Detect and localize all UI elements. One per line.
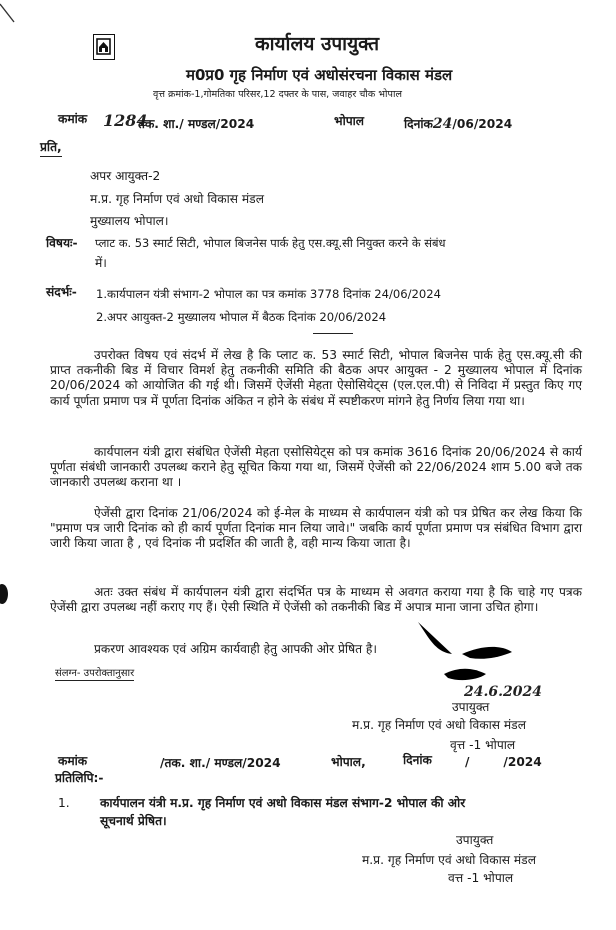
section-divider <box>313 333 353 334</box>
body-paragraph-2 <box>50 445 582 491</box>
body-paragraph-5-text: प्रकरण आवश्यक एवं अग्रिम कार्यवाही हेतु आपकी ओर प्रेषित है। <box>94 642 378 656</box>
signature-2-org: म.प्र. गृह निर्माण एवं अधो विकास मंडल <box>362 853 536 867</box>
signature-2-title: उपायुक्त <box>456 833 494 847</box>
reference-line-2: 2.अपर आयुक्त-2 मुख्यालय भोपाल में बैठक दिनांक 20/06/2024 <box>96 310 387 324</box>
body-paragraph-4-text: अतः उक्त संबंध में कार्यपालन यंत्री द्वारा संदर्भित पत्र के माध्यम से अवगत कराया गया है कि चाहे गए पत्रक ऐजेंसी द्वारा उपलब्ध नहीं कराए गए हैं। ऐसी स्थिति में ऐजेंसी को तकनीकी बिड में अपात्र माना जाना उचित होगा। <box>50 585 582 615</box>
office-title: कार्यालय उपायुक्त <box>255 33 380 55</box>
body-paragraph-3 <box>50 506 582 552</box>
recipient-line-1: अपर आयुक्त-2 <box>90 169 161 183</box>
copy-to-line-1: कार्यपालन यंत्री म.प्र. गृह निर्माण एवं अधो विकास मंडल संभाग-2 भोपाल की ओर <box>100 796 466 810</box>
copy-to-number: 1. <box>58 796 70 810</box>
org-name: म0प्र0 गृह निर्माण एवं अधोसंरचना विकास मंडल <box>186 66 453 84</box>
ref-date-rest: /06/2024 <box>452 117 513 131</box>
page-corner-mark <box>0 0 24 30</box>
copy-ref-city: भोपाल, <box>331 755 366 769</box>
signature-2-circle: वत्त -1 भोपाल <box>448 871 514 885</box>
signature-1-date-handwritten: 24.6.2024 <box>464 684 542 700</box>
body-paragraph-3-text: ऐजेंसी द्वारा दिनांक 21/06/2024 को ई-मेल के माध्यम से कार्यपालन यंत्री को पत्र प्रेषित कर लेख किया कि "प्रमाण पत्र जारी दिनांक को ही कार्य पूर्णता दिनांक मान लिया जावे।" जबकि कार्य पूर्णता प्रमाण पत्र संबंधित विभाग द्वारा जारी किया जाता है , एवं दिनांक नी प्रदर्शित की जाती है, वही मान्य किया जाता है। <box>50 506 582 551</box>
signature-1-circle: वृत्त -1 भोपाल <box>450 738 516 752</box>
copy-to-label: प्रतिलिपि:- <box>55 771 104 785</box>
body-paragraph-2-text: कार्यपालन यंत्री द्वारा संबंधित ऐजेंसी मेहता एसोसियेट्स को पत्र कमांक 3616 दिनांक 20/06/2024 से कार्य पूर्णता संबंधी जानकारी उपलब्ध कराने हेतु सूचित किया गया था, जिसमें ऐजेंसी को 22/06/2024 शाम 5.00 बजे तक जानकारी उपलब्ध कराना था । <box>50 445 582 490</box>
recipient-line-2: म.प्र. गृह निर्माण एवं अधो विकास मंडल <box>90 192 264 206</box>
body-paragraph-1-text: उपरोक्त विषय एवं संदर्भ में लेख है कि प्लाट क. 53 स्मार्ट सिटी, भोपाल बिजनेस पार्क हेतु एस.क्यू.सी की प्राप्त तकनीकी बिड में विचार विमर्श हेतु तकनीकी समिति की बैठक अपर आयुक्त - 2 मुख्यालय भोपाल में दिनांक 20/06/2024 को आयोजित की गई थी। जिसमें ऐजेंसी मेहता ऐसोसियेट्स (एल.एल.पी) से निविदा में प्रस्तुत किए गए कार्य पूर्णता प्रमाण पत्र में पूर्णता दिनांक अंकित न होने के संबंध में स्पष्टीकरण मांगने हेतु निर्णय लिया गया था। <box>50 348 582 408</box>
subject-label: विषयः- <box>46 236 78 250</box>
copy-to-line-2: सूचनार्थ प्रेषित। <box>100 814 167 828</box>
recipient-line-3: मुख्यालय भोपाल। <box>90 214 169 228</box>
body-paragraph-4 <box>50 585 582 615</box>
ref-date <box>404 117 512 132</box>
ref-date-handwritten-day: 24 <box>432 116 453 132</box>
enclosure-note: संलग्न- उपरोक्तानुसार <box>55 665 134 681</box>
copy-ref-code: /तक. शा./ मण्डल/2024 <box>160 756 281 770</box>
body-paragraph-1 <box>50 348 582 409</box>
office-address: वृत्त क्रमांक-1,गोमतिका परिसर,12 दफ्तर के पास, जवाहर चौक भोपाल <box>153 89 402 100</box>
subject-line-2: में। <box>95 256 107 270</box>
ref-number-label: कमांक <box>58 112 88 126</box>
signature-1-org: म.प्र. गृह निर्माण एवं अधो विकास मंडल <box>352 718 526 732</box>
ref-date-label: दिनांक <box>404 117 433 131</box>
copy-ref-date: / /2024 <box>465 755 542 769</box>
ref-number-handwritten: 1284 <box>103 111 148 130</box>
signature-1-title: उपायुक्त <box>452 700 490 714</box>
prati-label: प्रति, <box>40 140 62 157</box>
copy-ref-label: कमांक <box>58 754 88 768</box>
org-logo <box>93 34 115 60</box>
subject-line-1: प्लाट क. 53 स्मार्ट सिटी, भोपाल बिजनेस पार्क हेतु एस.क्यू.सी नियुक्त करने के संबंध <box>95 236 446 250</box>
reference-line-1: 1.कार्यपालन यंत्री संभाग-2 भोपाल का पत्र कमांक 3778 दिनांक 24/06/2024 <box>96 287 442 301</box>
reference-label: संदर्भः- <box>46 285 77 299</box>
ref-code: तक. शा./ मण्डल/2024 <box>138 117 255 131</box>
punch-hole-mark <box>0 582 10 606</box>
ref-city: भोपाल <box>334 114 365 128</box>
copy-ref-date-label: दिनांक <box>403 753 432 767</box>
